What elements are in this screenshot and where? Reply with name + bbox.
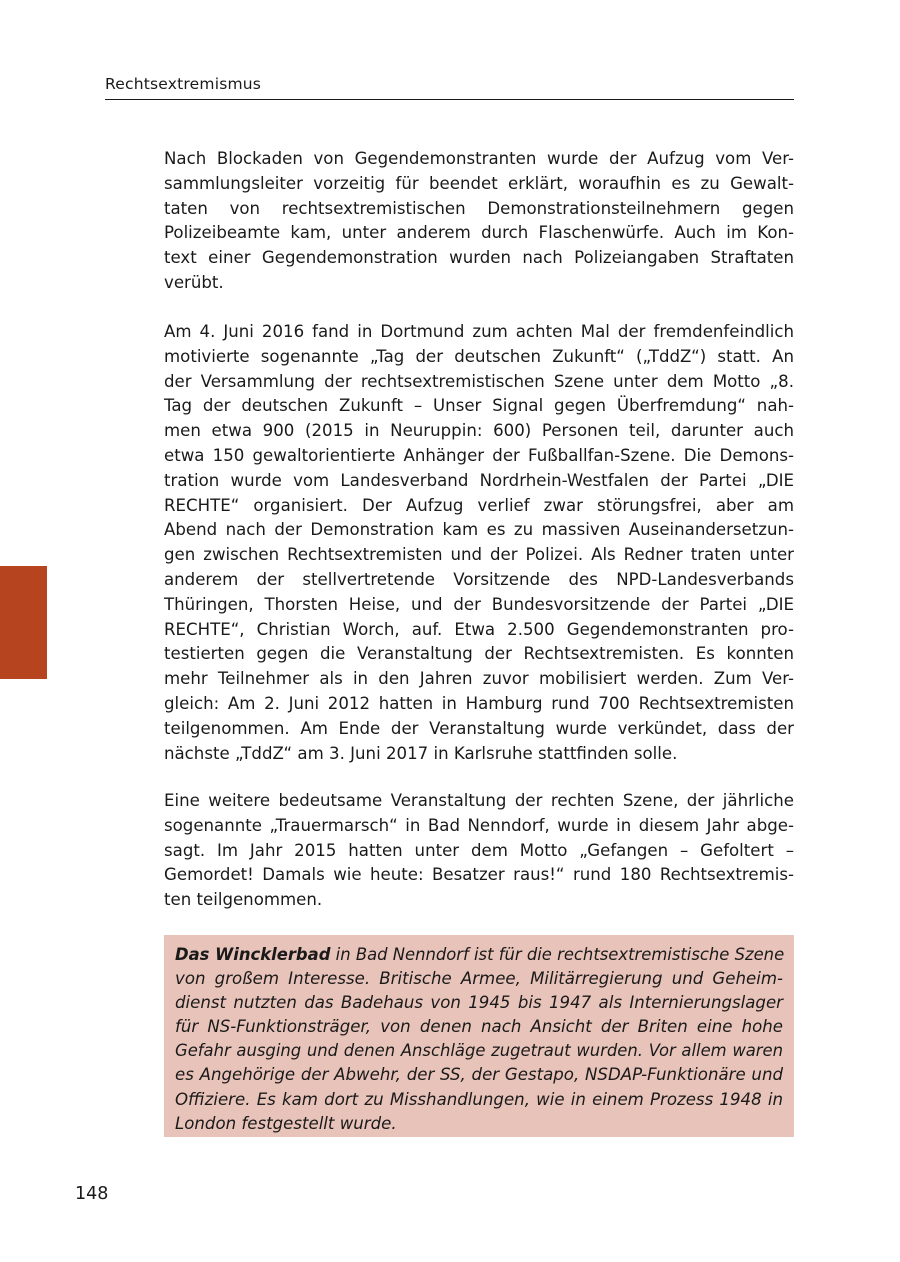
text-line: motivierte sogenannte „Tag der deutschen Zukunft“ („TddZ“) statt. An — [164, 346, 794, 366]
info-box-line: es Angehörige der Abwehr, der SS, der Gestapo, NSDAP-Funktionäre und — [175, 1065, 783, 1085]
text-line: Polizeibeamte kam, unter anderem durch Flaschenwürfe. Auch im Kon- — [164, 223, 794, 243]
text-line: Gemordet! Damals wie heute: Besatzer raus!“ rund 180 Rechtsextremis- — [164, 865, 794, 885]
text-line: gleich: Am 2. Juni 2012 hatten in Hamburg rund 700 Rechtsextremisten — [164, 693, 794, 713]
running-header — [105, 74, 794, 100]
text-line: Eine weitere bedeutsame Veranstaltung der rechten Szene, der jährliche — [164, 791, 794, 810]
text-line: der Versammlung der rechtsextremistischen Szene unter dem Motto „8. — [164, 371, 794, 391]
info-box-line: Gefahr ausging und denen Anschläge zugetraut wurden. Vor allem waren — [175, 1041, 783, 1061]
paragraph-2 — [164, 320, 794, 766]
paragraph-3 — [164, 789, 794, 913]
text-line: taten von rechtsextremistischen Demonstrationsteilnehmern gegen — [164, 198, 794, 218]
info-box-wincklerbad — [164, 935, 794, 1137]
running-title: Rechtsextremismus — [105, 75, 262, 93]
page-number: 148 — [75, 1184, 109, 1204]
info-box-line: für NS-Funktionsträger, von denen nach Ansicht der Briten eine hohe — [175, 1017, 783, 1037]
info-box-line: Offiziere. Es kam dort zu Misshandlungen, wie in einem Prozess 1948 in — [175, 1089, 783, 1109]
text-line: men etwa 900 (2015 in Neuruppin: 600) Personen teil, darunter auch — [164, 421, 794, 441]
text-line: Am 4. Juni 2016 fand in Dortmund zum achten Mal der fremdenfeindlich — [164, 322, 794, 341]
info-box-line: von großem Interesse. Britische Armee, Militärregierung und Geheim- — [175, 969, 783, 989]
info-box-first-line-rest: in Bad Nenndorf ist für die rechtsextremistische Szene — [330, 945, 785, 964]
text-line: nächste „TddZ“ am 3. Juni 2017 in Karlsruhe stattfinden solle. — [164, 743, 678, 763]
info-box-line: dienst nutzten das Badehaus von 1945 bis 1947 als Internierungslager — [175, 993, 783, 1013]
paragraph-1 — [164, 147, 794, 296]
text-line: ten teilgenommen. — [164, 890, 323, 910]
text-line: RECHTE“, Christian Worch, auf. Etwa 2.500 Gegendemonstranten pro- — [164, 619, 794, 639]
text-line: Abend nach der Demonstration kam es zu massiven Auseinandersetzun- — [164, 520, 794, 540]
text-line: testierten gegen die Veranstaltung der Rechtsextremisten. Es konnten — [164, 644, 794, 664]
text-line: mehr Teilnehmer als in den Jahren zuvor mobilisiert werden. Zum Ver- — [164, 669, 794, 689]
text-line: etwa 150 gewaltorientierte Anhänger der Fußballfan-Szene. Die Demons- — [164, 445, 794, 465]
text-line: gen zwischen Rechtsextremisten und der Polizei. Als Redner traten unter — [164, 545, 794, 565]
info-box-text — [175, 943, 783, 1136]
info-box-first-line — [175, 943, 783, 967]
text-line: teilgenommen. Am Ende der Veranstaltung wurde verkündet, dass der — [164, 718, 794, 738]
info-box-lead: Das Wincklerbad — [175, 945, 331, 964]
text-line: Thüringen, Thorsten Heise, und der Bundesvorsitzende der Partei „DIE — [164, 594, 794, 614]
text-line: Tag der deutschen Zukunft – Unser Signal gegen Überfremdung“ nah- — [164, 396, 794, 416]
text-line: RECHTE“ organisiert. Der Aufzug verlief zwar störungsfrei, aber am — [164, 495, 794, 515]
text-line: sogenannte „Trauermarsch“ in Bad Nenndorf, wurde in diesem Jahr abge- — [164, 815, 794, 835]
text-line: Nach Blockaden von Gegendemonstranten wurde der Aufzug vom Ver- — [164, 149, 794, 168]
text-line: text einer Gegendemonstration wurden nach Polizeiangaben Straftaten — [164, 248, 794, 268]
text-line: verübt. — [164, 272, 224, 292]
text-line: tration wurde vom Landesverband Nordrhein-Westfalen der Partei „DIE — [164, 470, 794, 490]
text-line: anderem der stellvertretende Vorsitzende des NPD-Landesverbands — [164, 569, 794, 589]
chapter-side-tab — [0, 566, 47, 679]
info-box-line: London festgestellt wurde. — [175, 1113, 397, 1133]
text-line: sammlungsleiter vorzeitig für beendet erklärt, woraufhin es zu Gewalt- — [164, 173, 794, 193]
text-line: sagt. Im Jahr 2015 hatten unter dem Motto „Gefangen – Gefoltert – — [164, 840, 794, 860]
